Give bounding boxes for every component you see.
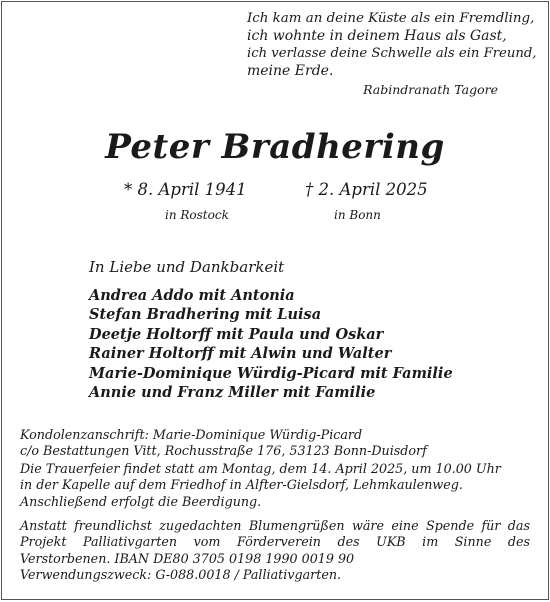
quote-line: meine Erde. xyxy=(247,62,334,79)
donation-line: Anstatt freundlichst zugedachten Blumengrüßen wäre eine Spende für das xyxy=(20,518,530,533)
quote xyxy=(247,10,537,80)
condolence-line: c/o Bestattungen Vitt, Rochusstraße 176, 53123 Bonn-Duisdorf xyxy=(20,443,427,459)
birth-date: * 8. April 1941 xyxy=(124,180,247,199)
funeral-line: in der Kapelle auf dem Friedhof in Alfter-Gielsdorf, Lehmkaulenweg. xyxy=(20,477,463,493)
quote-author: Rabindranath Tagore xyxy=(363,82,498,97)
quote-line: ich wohnte in deinem Haus als Gast, xyxy=(247,27,507,44)
donation-info xyxy=(20,518,530,583)
condolence-address xyxy=(20,427,530,460)
donation-line: Projekt Palliativgarten vom Förderverein des UKB im Sinne des xyxy=(20,534,530,550)
mourner-line: Marie-Dominique Würdig-Picard mit Familie xyxy=(89,364,453,382)
mourner-line: Rainer Holtorff mit Alwin und Walter xyxy=(89,345,392,363)
deceased-name: Peter Bradhering xyxy=(105,127,445,167)
quote-line: Ich kam an deine Küste als ein Fremdling, xyxy=(247,11,535,26)
donation-line: Verstorbenen. IBAN DE80 3705 0198 1990 0019 90 xyxy=(20,550,355,566)
mourners-intro: In Liebe und Dankbarkeit xyxy=(89,258,285,276)
donation-line: Verwendungszweck: G-088.0018 / Palliativgarten. xyxy=(20,566,342,582)
funeral-line: Die Trauerfeier findet statt am Montag, dem 14. April 2025, um 10.00 Uhr xyxy=(20,461,501,476)
quote-line: ich verlasse deine Schwelle als ein Freund, xyxy=(247,46,537,61)
mourner-line: Stefan Bradhering mit Luisa xyxy=(89,306,322,324)
mourner-line: Andrea Addo mit Antonia xyxy=(89,287,295,304)
birth-place: in Rostock xyxy=(165,208,229,222)
funeral-line: Anschließend erfolgt die Beerdigung. xyxy=(20,493,262,509)
mourners-list xyxy=(89,286,453,402)
mourner-line: Annie und Franz Miller mit Familie xyxy=(89,384,376,402)
mourner-line: Deetje Holtorff mit Paula und Oskar xyxy=(89,325,384,343)
condolence-line: Kondolenzanschrift: Marie-Dominique Würdig-Picard xyxy=(20,427,363,442)
obituary-notice xyxy=(1,1,549,600)
death-place: in Bonn xyxy=(334,208,381,222)
death-date: † 2. April 2025 xyxy=(305,180,428,199)
funeral-info xyxy=(20,461,530,510)
